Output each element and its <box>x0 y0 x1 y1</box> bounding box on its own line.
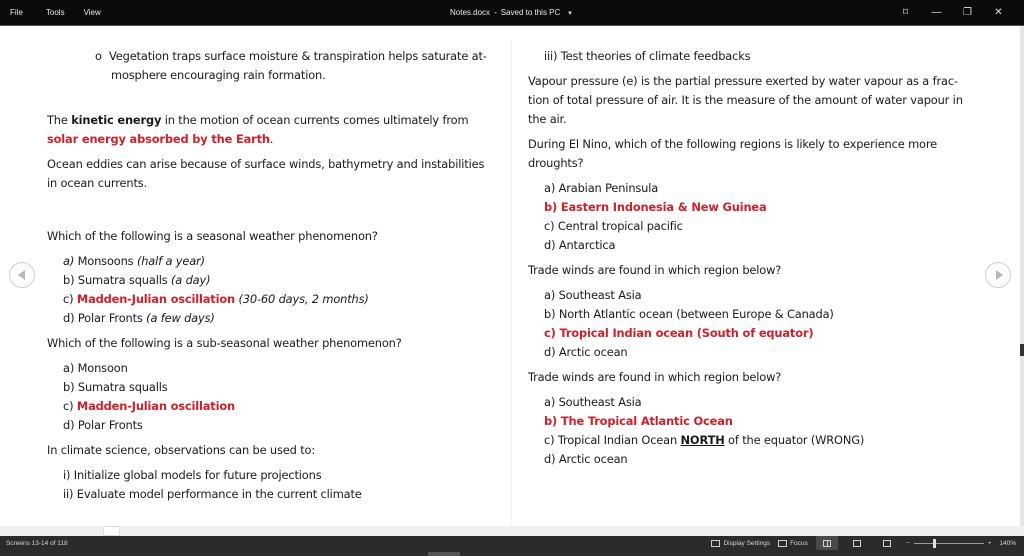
vertical-scrollbar[interactable] <box>1020 26 1024 526</box>
option-c <box>63 290 492 309</box>
observation-item: ii) Evaluate model performance in the current climate <box>63 487 362 501</box>
option-note: (a few days) <box>146 311 215 325</box>
option-d <box>63 416 492 435</box>
zoom-in-button[interactable]: + <box>987 539 992 547</box>
observations-intro: In climate science, observations can be used to: <box>47 443 316 457</box>
question-trade-winds-1: Trade winds are found in which region below? <box>528 263 782 277</box>
option-text: Sumatra squalls <box>77 380 168 394</box>
observations-list-continued <box>528 47 973 66</box>
next-page-button[interactable] <box>985 262 1011 288</box>
close-icon: ✕ <box>994 7 1003 18</box>
correct-answer: c) Tropical Indian ocean (South of equator) <box>544 326 814 340</box>
option-prefix: b) <box>63 273 78 287</box>
option-b <box>63 378 492 397</box>
option-a: a) Southeast Asia <box>544 288 642 302</box>
title-separator: - <box>494 8 497 17</box>
option-b <box>63 271 492 290</box>
option-a <box>63 359 492 378</box>
screen-count: Screens 13-14 of 118 <box>6 539 68 547</box>
horizontal-scroll-thumb[interactable] <box>428 552 460 556</box>
minimize-button[interactable] <box>921 0 952 25</box>
zoom-slider-handle[interactable] <box>933 539 936 548</box>
restore-button[interactable] <box>952 0 983 25</box>
option-d: d) Arctic ocean <box>544 452 628 466</box>
question-seasonal: Which of the following is a seasonal weather phenomenon? <box>47 229 378 243</box>
zoom-control <box>906 540 992 547</box>
focus-icon <box>778 540 787 547</box>
page-divider <box>511 40 512 540</box>
arrow-right-icon <box>996 270 1003 280</box>
status-controls <box>711 536 1016 550</box>
option-prefix: d) <box>63 418 78 432</box>
menu-tools[interactable]: Tools <box>45 8 65 17</box>
web-layout-icon <box>883 540 891 547</box>
chevron-down-icon: ▾ <box>568 9 572 17</box>
option-a <box>63 252 492 271</box>
bullet-circle-icon: o <box>95 49 102 63</box>
fullscreen-button[interactable] <box>890 0 921 25</box>
option-prefix: c) <box>63 399 77 413</box>
status-bar <box>0 536 1024 556</box>
text-run: The <box>47 113 72 127</box>
vapour-pressure-paragraph: Vapour pressure (e) is the partial pressure exerted by water vapour as a frac-tion of total pressure of air. It is the measure of the amount of water vapour in the air. <box>528 74 963 126</box>
zoom-slider[interactable] <box>914 543 984 544</box>
zoom-out-button[interactable]: − <box>905 539 910 547</box>
bullet-vegetation <box>47 47 492 85</box>
option-prefix: a) <box>63 254 78 268</box>
observation-item: i) Initialize global models for future projections <box>63 468 322 482</box>
menu-bar <box>0 0 120 25</box>
option-prefix: b) <box>63 380 78 394</box>
page-strip <box>0 526 1024 536</box>
single-page-icon <box>853 540 861 547</box>
options-seasonal <box>47 252 492 328</box>
option-c <box>63 397 492 416</box>
scrollbar-thumb[interactable] <box>1020 344 1024 356</box>
document-title-dropdown[interactable] <box>450 0 572 25</box>
options-subseasonal <box>47 359 492 435</box>
option-c <box>544 431 973 450</box>
web-layout-view-button[interactable] <box>876 536 898 550</box>
eddies-paragraph: Ocean eddies can arise because of surface winds, bathymetry and instabilities in ocean currents. <box>47 157 485 190</box>
emphasis-text: NORTH <box>680 433 725 447</box>
minimize-icon: — <box>931 7 942 18</box>
right-page <box>528 47 973 475</box>
left-page <box>47 47 492 510</box>
option-prefix: d) <box>63 311 78 325</box>
question-trade-winds-2: Trade winds are found in which region below? <box>528 370 782 384</box>
option-d: d) Arctic ocean <box>544 345 628 359</box>
fullscreen-icon: ⌑ <box>902 7 909 18</box>
highlight-answer: solar energy absorbed by the Earth <box>47 132 270 146</box>
menu-view[interactable]: View <box>83 8 101 17</box>
option-note: (30-60 days, 2 months) <box>235 292 369 306</box>
options-trade-winds-2 <box>528 393 973 469</box>
option-d: d) Antarctica <box>544 238 616 252</box>
option-text: Monsoons <box>77 254 137 268</box>
title-bar <box>0 0 1024 26</box>
save-status: Saved to this PC <box>500 8 561 17</box>
options-el-nino <box>528 179 973 255</box>
two-page-view-button[interactable] <box>816 536 838 550</box>
option-b: b) North Atlantic ocean (between Europe & Canada) <box>544 307 834 321</box>
document-viewer <box>0 26 1024 526</box>
observation-item: iii) Test theories of climate feedbacks <box>544 49 751 63</box>
option-a: a) Southeast Asia <box>544 395 642 409</box>
option-d <box>63 309 492 328</box>
display-settings-button[interactable] <box>711 540 770 547</box>
display-settings-label: Display Settings <box>723 539 771 547</box>
menu-file[interactable]: File <box>10 8 23 17</box>
option-text: Sumatra squalls <box>77 273 171 287</box>
bold-term: kinetic energy <box>71 113 162 127</box>
display-settings-icon <box>711 540 720 547</box>
correct-answer: Madden-Julian oscillation <box>76 292 235 306</box>
window-controls <box>890 0 1014 25</box>
option-text: c) Tropical Indian Ocean <box>544 433 681 447</box>
option-text: Monsoon <box>77 361 128 375</box>
option-text: of the equator (WRONG) <box>724 433 865 447</box>
arrow-left-icon <box>18 270 25 280</box>
observations-list <box>47 466 492 504</box>
option-note: (a day) <box>170 273 211 287</box>
question-subseasonal: Which of the following is a sub-seasonal weather phenomenon? <box>47 336 402 350</box>
text-run: . <box>269 132 274 146</box>
correct-answer: b) Eastern Indonesia & New Guinea <box>544 200 767 214</box>
question-el-nino: During El Nino, which of the following regions is likely to experience more droughts? <box>528 137 937 170</box>
restore-icon: ❐ <box>963 7 972 18</box>
document-name: Notes.docx <box>450 8 491 17</box>
focus-button[interactable] <box>778 540 808 547</box>
page-tab[interactable] <box>103 526 120 536</box>
focus-label: Focus <box>790 539 808 547</box>
option-note: (half a year) <box>136 254 205 268</box>
bullet-text: Vegetation traps surface moisture & transpiration helps saturate at-mosphere encouraging rain formation. <box>109 49 487 82</box>
option-prefix: c) <box>63 292 77 306</box>
correct-answer: Madden-Julian oscillation <box>76 399 235 413</box>
two-page-icon <box>823 540 831 547</box>
single-page-view-button[interactable] <box>846 536 868 550</box>
option-prefix: a) <box>63 361 78 375</box>
option-text: Polar Fronts <box>77 418 143 432</box>
kinetic-energy-paragraph <box>47 111 492 149</box>
text-run: in the motion of ocean currents comes ultimately from <box>161 113 469 127</box>
correct-answer: b) The Tropical Atlantic Ocean <box>544 414 733 428</box>
option-a: a) Arabian Peninsula <box>544 181 659 195</box>
option-text: Polar Fronts <box>77 311 147 325</box>
close-button[interactable] <box>983 0 1014 25</box>
options-trade-winds-1 <box>528 286 973 362</box>
previous-page-button[interactable] <box>9 262 35 288</box>
zoom-level[interactable]: 140% <box>999 539 1016 547</box>
option-c: c) Central tropical pacific <box>544 219 683 233</box>
